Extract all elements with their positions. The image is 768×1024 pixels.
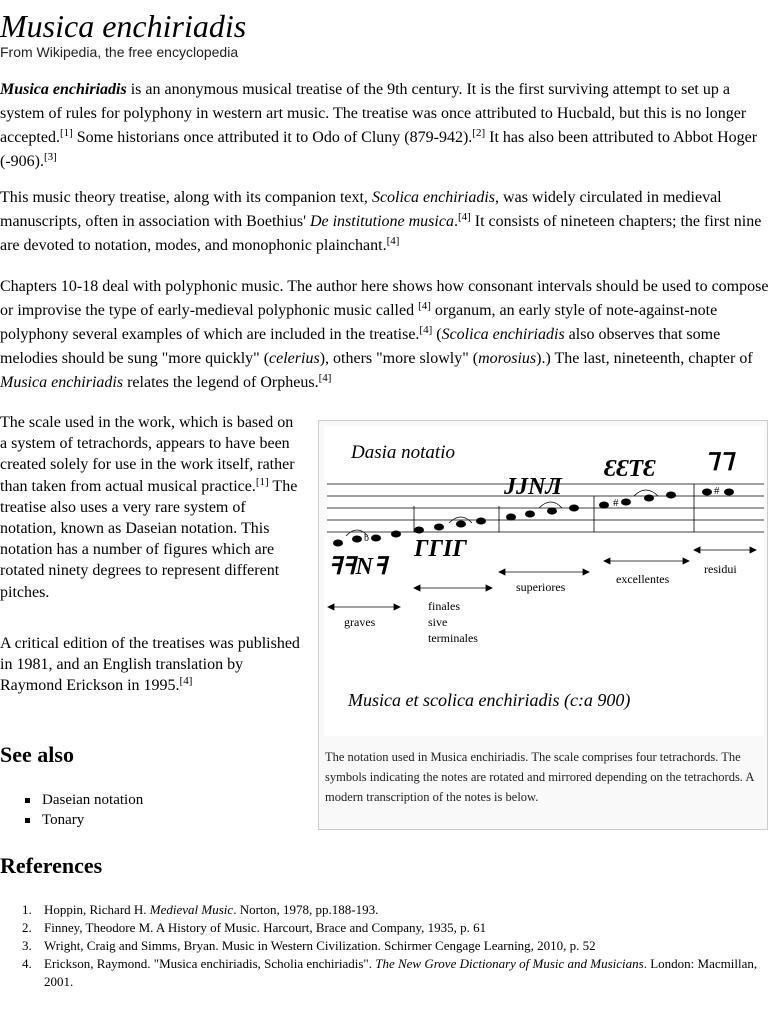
dasia-signs-excellentes: ƐƐƬƐ [604,456,656,482]
citation-link[interactable]: [4] [386,235,400,247]
reference-item: 3. Wright, Craig and Simms, Bryan. Music in Western Civilization. Schirmer Cengage Learning, 2010, p. 52 [22,938,596,953]
paragraph-intro: Musica enchiriadis is an anonymous musical treatise of the 9th century. It is the first surviving attempt to set up a system of rules for polyphony in western art music. The treatise was once attributed to Hucbald, but this is no longer accepted.[1] Some historians once attributed it to Odo of Cluny (879-942).[2] It has also been attributed to Abbot Hoger (-906).[3] [0,81,758,170]
sharp-sign: # [613,497,619,509]
label-graves: graves [344,615,376,629]
range-labels [344,562,737,645]
paragraph-circulation: This music theory treatise, along with its companion text, Scolica enchiriadis, was widely circulated in medieval manuscripts, often in association with Boethius' De institutione musica.[4] It consists of nineteen chapters; the first nine are devoted to notation, modes, and monophonic plainchant.[4] [0,189,762,254]
slurs [346,490,658,536]
reference-item: 2. Finney, Theodore M. A History of Music. Harcourt, Brace and Company, 1935, p. 61 [22,920,487,935]
label-residui: residui [704,562,737,576]
see-also-list [22,790,143,830]
citation-link[interactable]: [4] [318,372,332,384]
dasia-notation-diagram [324,426,764,736]
citation-link[interactable]: [1] [59,127,73,139]
paragraph-edition: A critical edition of the treatises was published in 1981, and an English translation by Raymond Erickson in 1995.[4] [0,635,300,695]
label-terminales: terminales [428,631,478,645]
sharp-sign: # [714,485,720,497]
see-also-heading: See also [0,742,74,767]
citation-link[interactable]: [3] [43,151,57,163]
label-finales: finales [428,599,460,613]
figure-heading: Dasia notatio [351,442,455,463]
reference-item: 4. Erickson, Raymond. "Musica enchiriadis, Scholia enchiriadis". The New Grove Dictionary of Music and Musicians. London: Macmillan, 2001. [22,956,758,989]
label-superiores: superiores [516,580,566,594]
dasia-signs-residui: ᒣᒣ [704,450,734,476]
page-title: Musica enchiriadis [0,8,247,44]
dasia-signs-superiores: JJNЛ [504,474,562,500]
reference-item: 1. Hoppin, Richard H. Medieval Music. Norton, 1978, pp.188-193. [22,902,379,917]
paragraph-scale: The scale used in the work, which is based on a system of tetrachords, appears to have been created solely for use in the work itself, rather than taken from actual musical practice.[1] The treatise also uses a very rare system of notation, known as Daseian notation. This notation has a number of figures which are rotated ninety degrees to represent different pitches. [0,414,298,601]
label-sive: sive [428,615,448,629]
dasia-signs-graves: ꟻꟻNꟻ [328,554,387,580]
references-list [0,901,760,991]
citation-link[interactable]: [1] [255,475,269,488]
figure-image[interactable] [324,426,764,736]
citation-link[interactable]: [4] [418,300,431,312]
figure-thumbnail [318,420,768,830]
citation-link[interactable]: [4] [457,211,471,223]
page-subtitle: From Wikipedia, the free encyclopedia [0,44,239,60]
references-heading: References [0,853,103,878]
flat-sign: b [364,533,369,544]
see-also-link-daseian[interactable]: Daseian notation [22,790,143,810]
range-arrows [328,547,756,610]
figure-caption: The notation used in Musica enchiriadis. The scale comprises four tetrachords. The symbols indicating the notes are rotated and mirrored depending on the tetrachords. A modern transcription of the notes is below. [325,750,754,804]
citation-link[interactable]: [4] [419,324,433,336]
citation-link[interactable]: [4] [179,675,193,688]
label-excellentes: excellentes [616,572,670,586]
figure-footer: Musica et scolica enchiriadis (c:a 900) [348,690,631,710]
dasia-signs-finales: ΓΓΙΓ [414,536,467,562]
lead-term: Musica enchiriadis [0,81,127,98]
citation-link[interactable]: [2] [472,127,486,139]
see-also-link-tonary[interactable]: Tonary [22,810,143,830]
paragraph-polyphony: Chapters 10-18 deal with polyphonic music. The author here shows how consonant intervals should be used to compose or improvise the type of early-medieval polyphonic music called [4] organum, an early style of note-against-note polyphony several examples of which are included in the treatise.[4] (Scolica enchiriadis also observes that some melodies should be sung "more quickly" (celerius), others "more slowly" (morosius).) The last, nineteenth, chapter of Musica enchiriadis relates the legend of Orpheus.[4] [0,278,768,391]
